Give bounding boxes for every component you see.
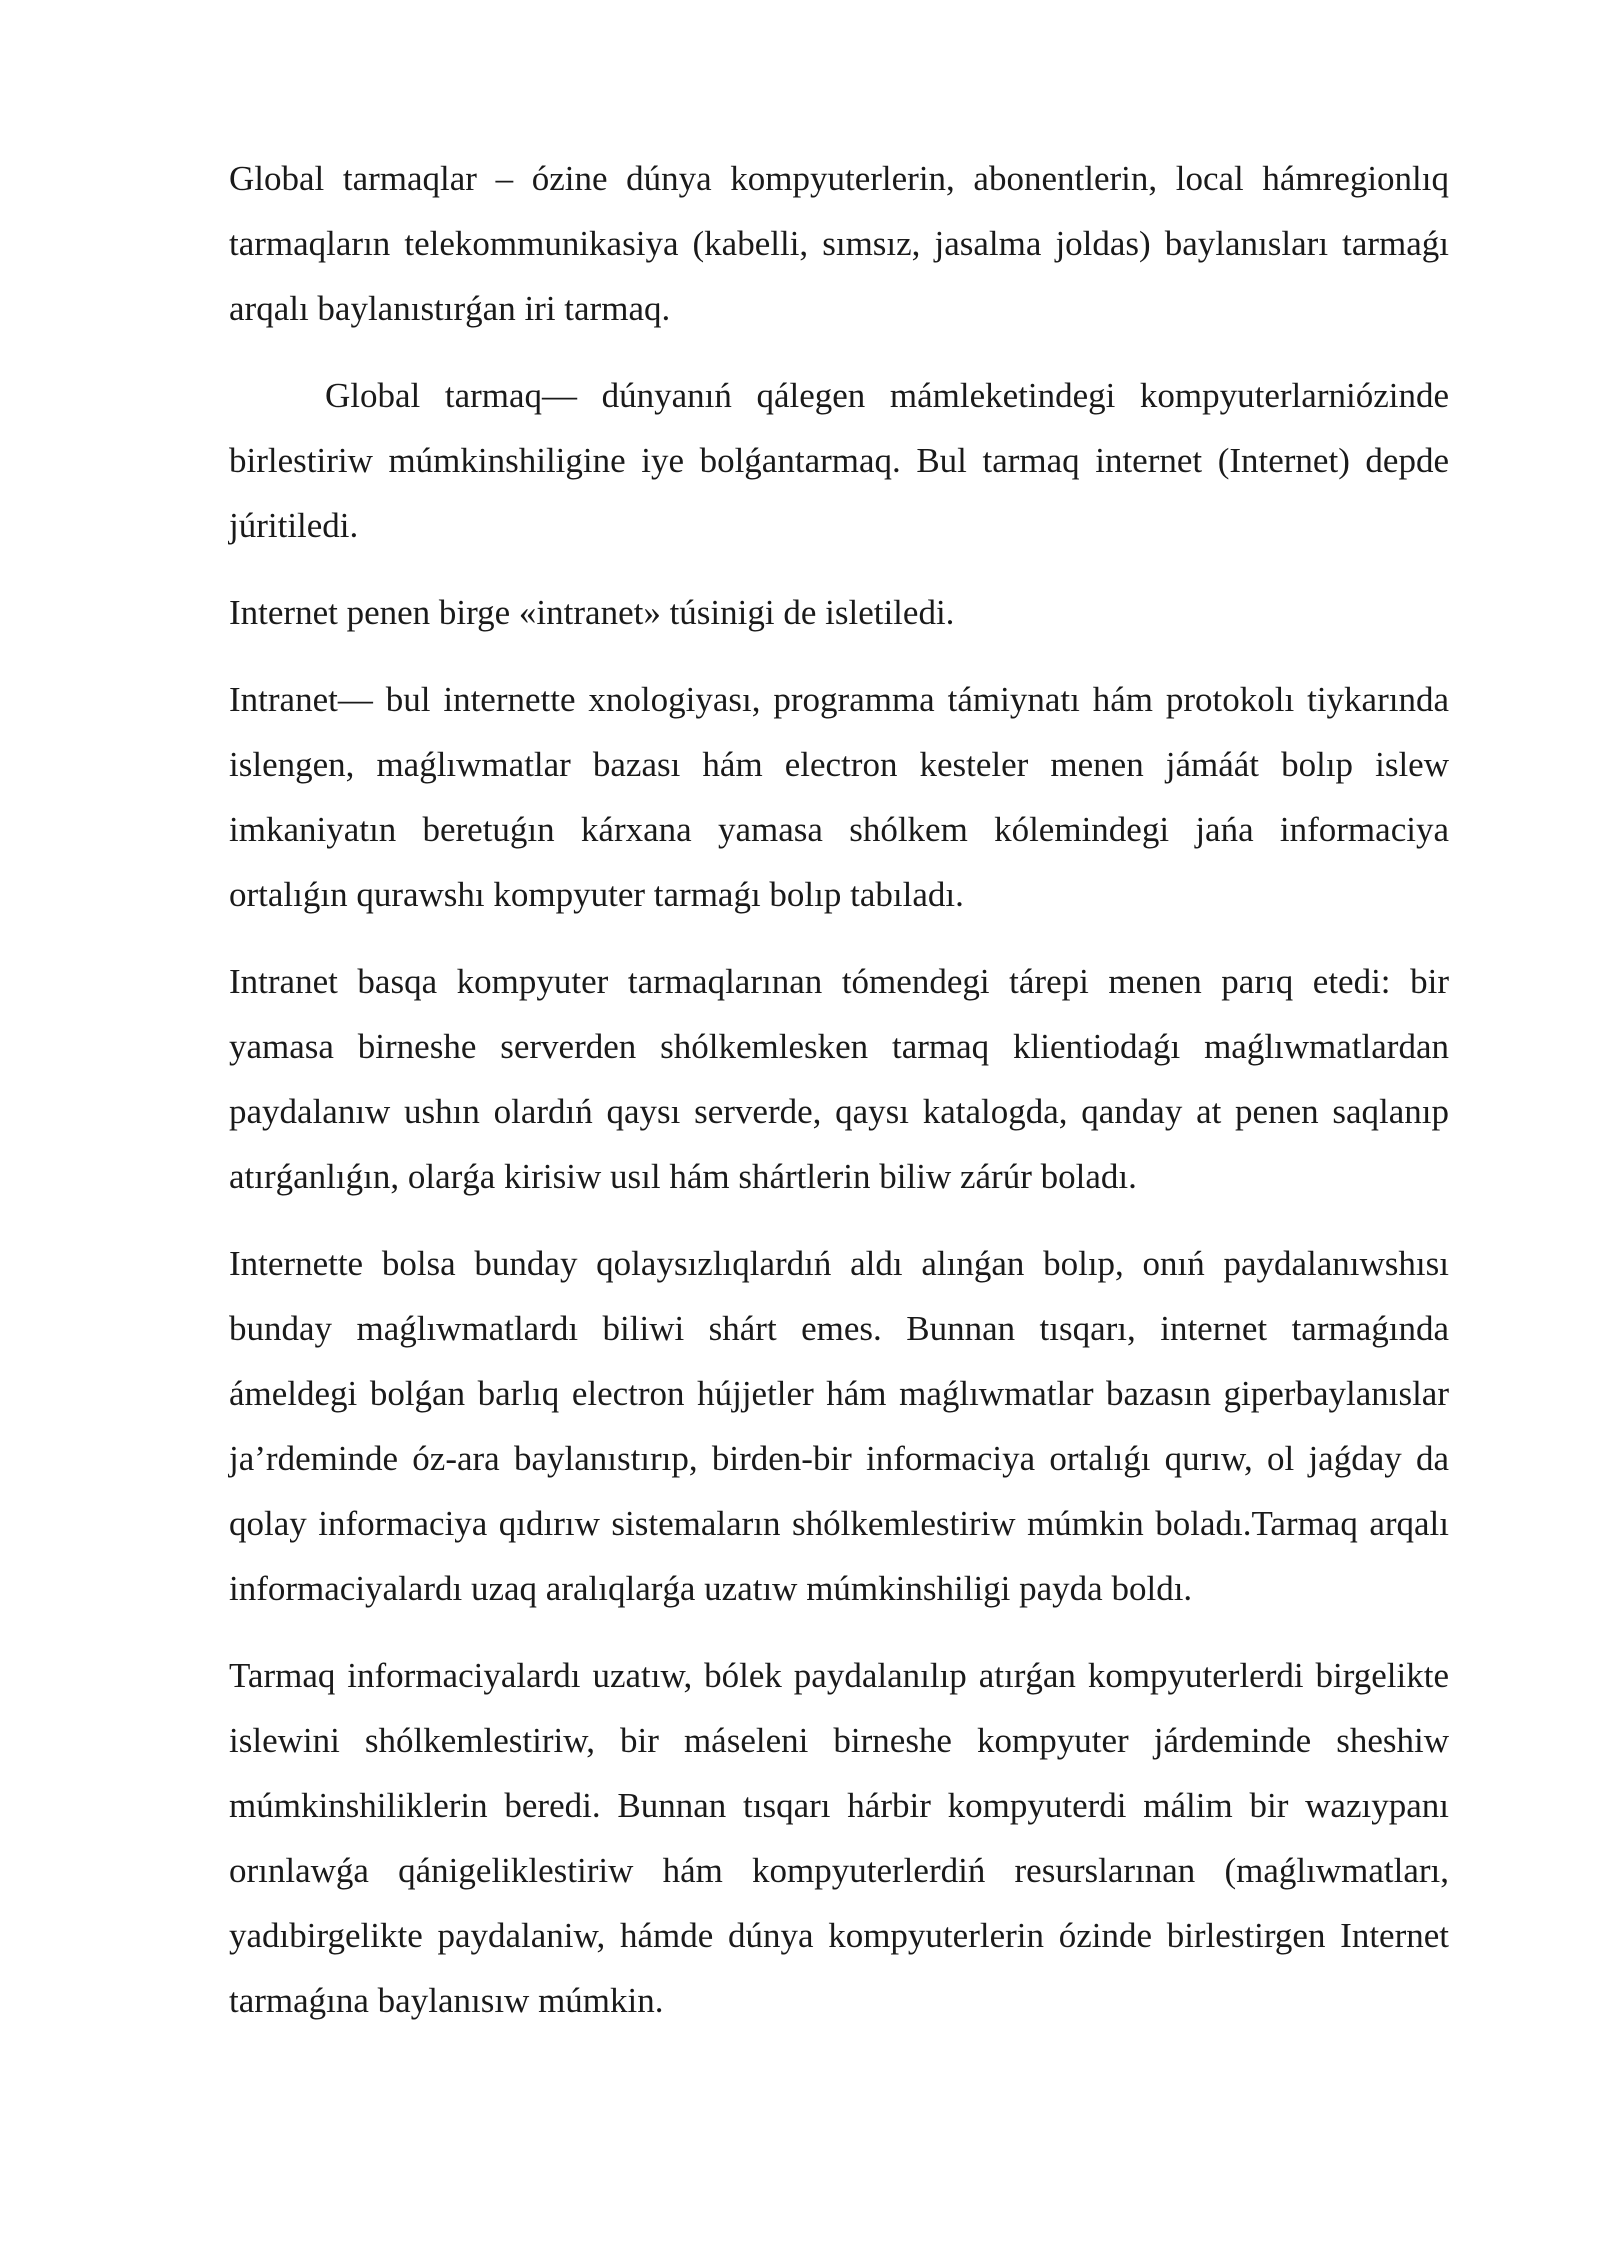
paragraph-network-capabilities: Tarmaq informaciyalardı uzatıw, bólek paydalanılıp atırǵan kompyuterlerdi birgelikte islewini shólkemlestiriw, bir máseleni birneshe kompyuter járdeminde sheshiw múmkinshiliklerin beredi. Bunnan tısqarı hárbir kompyuterdi málim bir wazıypanı orınlawǵa qánigeliklestiriw hám kompyuterlerdiń resurslarınan (maǵlıwmatları, yadıbirgelikte paydalaniw, hámde dúnya kompyuterlerin ózinde birlestirgen Internet tarmaǵına baylanısıw múmkin. [229,1656,1449,2020]
paragraph-intranet-definition: Intranet— bul internette xnologiyası, programma támiynatı hám protokolı tiykarında islengen, maǵlıwmatlar bazası hám electron kesteler menen jámáát bolıp islew imkaniyatın beretuǵın kárxana yamasa shólkem kólemindegi jańa informaciya ortalıǵın qurawshı kompyuter tarmaǵı bolıp tabıladı. [229,680,1449,914]
paragraph-internet-advantages: Internette bolsa bunday qolaysızlıqlardıń aldı alınǵan bolıp, onıń paydalanıwshısı bunday maǵlıwmatlardı biliwi shárt emes. Bunnan tısqarı, internet tarmaǵında ámeldegi bolǵan barlıq electron hújjetler hám maǵlıwmatlar bazasın giperbaylanıslar ja’rdeminde óz-ara baylanıstırıp, birden-bir informaciya ortalıǵı qurıw, ol jaǵday da qolay informaciya qıdırıw sistemaların shólkemlestiriw múmkin boladı.Tarmaq arqalı informaciyalardı uzaq aralıqlarǵa uzatıw múmkinshiligi payda boldı. [229,1244,1449,1608]
paragraph-intranet-concept: Internet penen birge «intranet» túsinigi de isletiledi. [229,593,955,632]
document-body [229,146,1449,2055]
paragraph-global-network-definition: Global tarmaq— dúnyanıń qálegen mámleketindegi kompyuterlarniózinde birlestiriw múmkinshiligine iye bolǵantarmaq. Bul tarmaq internet (Internet) depde júritiledi. [229,376,1449,545]
paragraph-global-networks: Global tarmaqlar – ózine dúnya kompyuterlerin, abonentlerin, local hámregionlıq tarmaqların telekommunikasiya (kabelli, sımsız, jasalma joldas) baylanısları tarmaǵı arqalı baylanıstırǵan iri tarmaq. [229,159,1449,328]
paragraph-intranet-difference: Intranet basqa kompyuter tarmaqlarınan tómendegi tárepi menen parıq etedi: bir yamasa birneshe serverden shólkemlesken tarmaq klientiodaǵı maǵlıwmatlardan paydalanıw ushın olardıń qaysı serverde, qaysı katalogda, qanday at penen saqlanıp atırǵanlıǵın, olarǵa kirisiw usıl hám shártlerin biliw zárúr boladı. [229,962,1449,1196]
